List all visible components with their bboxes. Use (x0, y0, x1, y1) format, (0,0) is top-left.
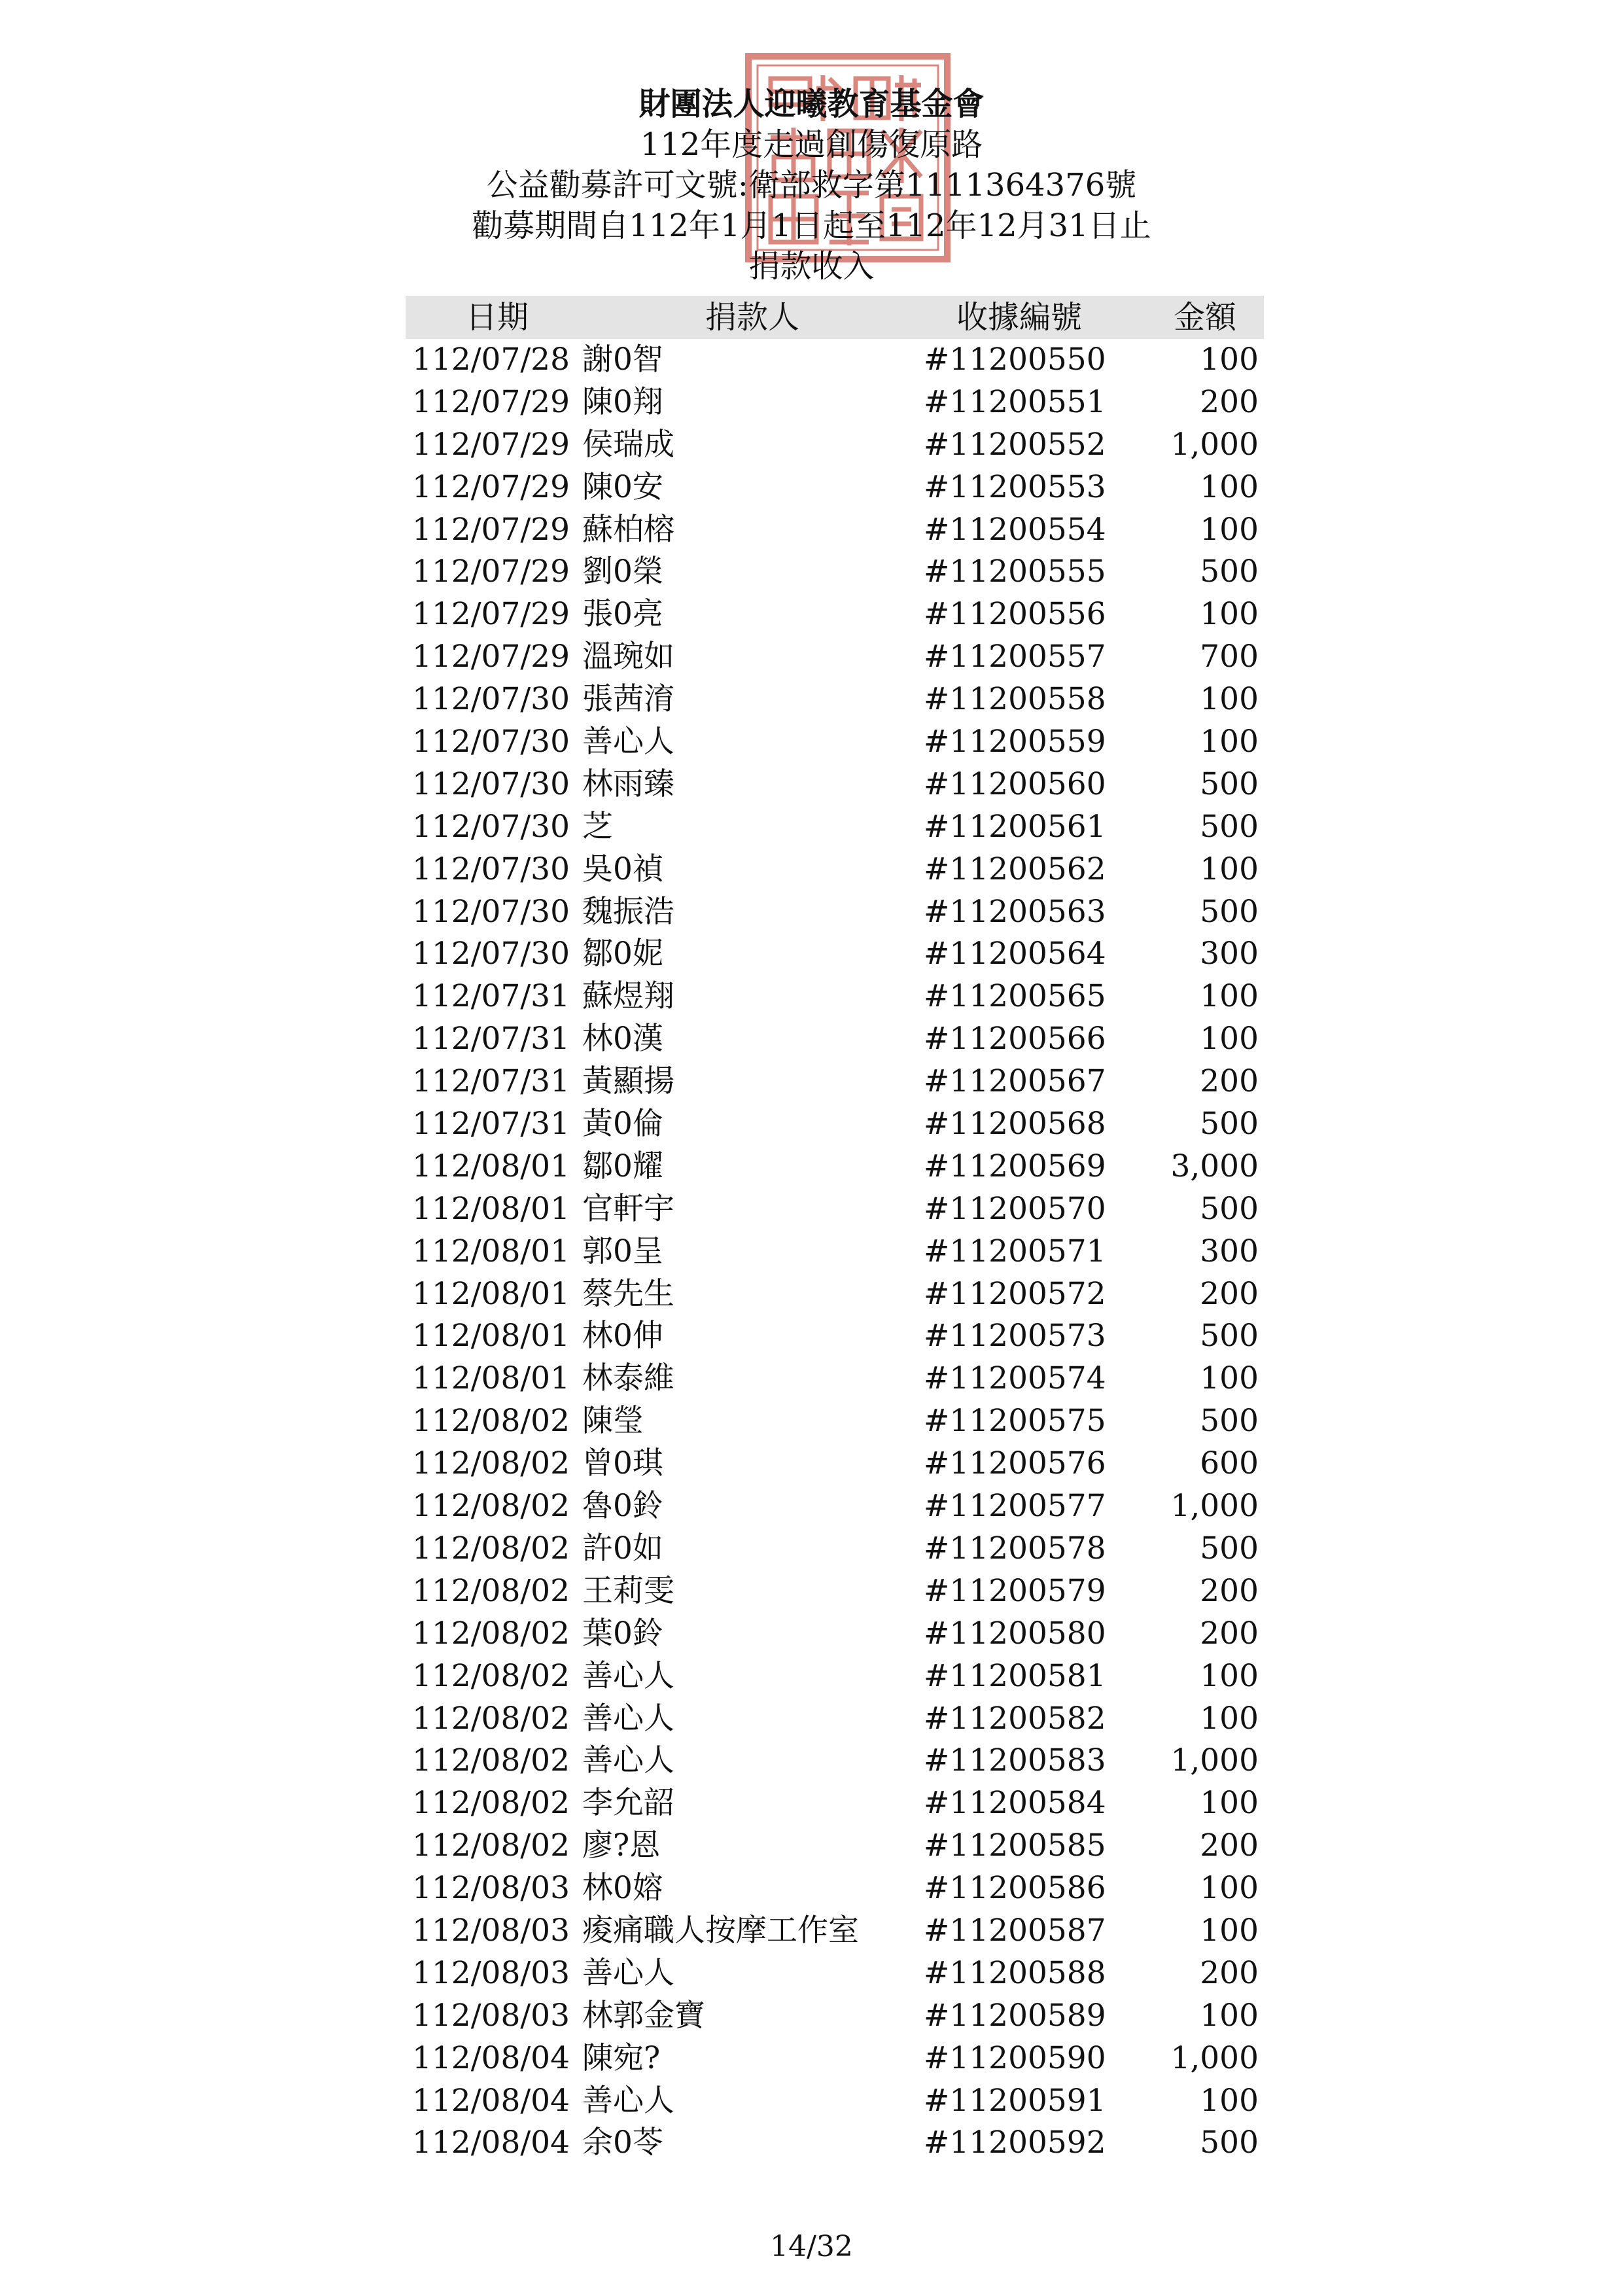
receipt-cell: #11200553 (924, 468, 1106, 505)
amount-cell: 300 (1200, 936, 1259, 972)
date-cell: 112/08/02 (412, 1572, 570, 1609)
amount-cell: 100 (1200, 511, 1259, 548)
amount-cell: 100 (1200, 978, 1259, 1015)
receipt-cell: #11200565 (924, 978, 1106, 1015)
donor-cell: 陳0翔 (582, 383, 663, 420)
table-row (406, 2122, 1264, 2164)
table-row (406, 1273, 1264, 1316)
donor-cell: 蘇煜翔 (582, 978, 674, 1015)
donor-cell: 林雨臻 (582, 766, 674, 802)
receipt-cell: #11200558 (924, 681, 1106, 718)
date-cell: 112/07/29 (412, 426, 570, 463)
donor-cell: 林泰維 (582, 1360, 674, 1397)
date-cell: 112/07/29 (412, 468, 570, 505)
amount-cell: 200 (1200, 1572, 1259, 1609)
donor-cell: 林0嫆 (582, 1870, 663, 1907)
date-cell: 112/08/02 (412, 1828, 570, 1864)
date-cell: 112/08/02 (412, 1657, 570, 1694)
donor-cell: 善心人 (582, 1742, 674, 1779)
donor-cell: 林0伸 (582, 1318, 663, 1354)
table-row (406, 1910, 1264, 1952)
amount-cell: 500 (1200, 554, 1259, 590)
amount-cell: 100 (1200, 1912, 1259, 1949)
receipt-cell: #11200587 (924, 1912, 1106, 1949)
amount-cell: 200 (1200, 383, 1259, 420)
donor-cell: 黃0倫 (582, 1106, 663, 1142)
amount-cell: 500 (1200, 1106, 1259, 1142)
date-cell: 112/08/04 (412, 2082, 570, 2119)
date-cell: 112/08/02 (412, 1403, 570, 1439)
table-row (406, 1018, 1264, 1061)
amount-cell: 600 (1200, 1445, 1259, 1482)
amount-cell: 1,000 (1170, 426, 1259, 463)
date-cell: 112/07/30 (412, 893, 570, 930)
donor-cell: 張0亮 (582, 596, 663, 633)
donor-cell: 黃顯揚 (582, 1063, 674, 1100)
table-row (406, 1613, 1264, 1655)
receipt-cell: #11200590 (924, 2040, 1106, 2076)
donor-cell: 痠痛職人按摩工作室 (582, 1912, 859, 1949)
table-row (406, 1995, 1264, 2038)
fundraising-period: 勸募期間自112年1月1日起至112年12月31日止 (472, 207, 1151, 244)
amount-cell: 500 (1200, 893, 1259, 930)
date-cell: 112/07/30 (412, 808, 570, 845)
donor-cell: 許0如 (582, 1530, 663, 1566)
donor-cell: 鄒0妮 (582, 936, 663, 972)
donor-cell: 劉0榮 (582, 554, 663, 590)
donor-cell: 魯0鈴 (582, 1488, 663, 1525)
table-row (406, 1188, 1264, 1231)
amount-cell: 100 (1200, 681, 1259, 718)
table-row (406, 1740, 1264, 1782)
amount-cell: 500 (1200, 2125, 1259, 2161)
donor-cell: 善心人 (582, 1954, 674, 1991)
receipt-cell: #11200554 (924, 511, 1106, 548)
date-cell: 112/08/02 (412, 1700, 570, 1737)
date-cell: 112/08/01 (412, 1233, 570, 1269)
date-cell: 112/08/03 (412, 1870, 570, 1907)
receipt-cell: #11200574 (924, 1360, 1106, 1397)
table-row (406, 1952, 1264, 1995)
receipt-cell: #11200564 (924, 936, 1106, 972)
receipt-cell: #11200581 (924, 1657, 1106, 1694)
receipt-cell: #11200589 (924, 1997, 1106, 2034)
receipt-cell: #11200562 (924, 851, 1106, 887)
amount-cell: 1,000 (1170, 1742, 1259, 1779)
date-cell: 112/07/30 (412, 851, 570, 887)
receipt-cell: #11200550 (924, 342, 1106, 378)
date-cell: 112/07/30 (412, 681, 570, 718)
table-row (406, 1698, 1264, 1740)
date-cell: 112/08/04 (412, 2040, 570, 2076)
receipt-cell: #11200591 (924, 2082, 1106, 2119)
amount-cell: 100 (1200, 1785, 1259, 1822)
amount-cell: 200 (1200, 1275, 1259, 1312)
amount-cell: 100 (1200, 1997, 1259, 2034)
date-cell: 112/07/31 (412, 1021, 570, 1057)
donor-cell: 王莉雯 (582, 1572, 674, 1609)
amount-cell: 1,000 (1170, 1488, 1259, 1525)
table-row (406, 1825, 1264, 1867)
donor-cell: 鄒0耀 (582, 1148, 663, 1184)
donor-cell: 官軒宇 (582, 1190, 674, 1227)
table-row (406, 1231, 1264, 1273)
table-row (406, 509, 1264, 552)
amount-cell: 100 (1200, 2082, 1259, 2119)
amount-cell: 100 (1200, 724, 1259, 760)
date-cell: 112/08/01 (412, 1275, 570, 1312)
table-row (406, 1867, 1264, 1910)
date-cell: 112/08/01 (412, 1318, 570, 1354)
receipt-cell: #11200567 (924, 1063, 1106, 1100)
date-cell: 112/08/02 (412, 1785, 570, 1822)
amount-cell: 100 (1200, 1870, 1259, 1907)
date-cell: 112/08/02 (412, 1530, 570, 1566)
amount-cell: 100 (1200, 1700, 1259, 1737)
amount-cell: 700 (1200, 639, 1259, 675)
organization-name: 財團法人迎曦教育基金會 (638, 86, 985, 122)
table-row (406, 593, 1264, 636)
receipt-cell: #11200577 (924, 1488, 1106, 1525)
donor-cell: 陳瑩 (582, 1403, 644, 1439)
date-cell: 112/08/02 (412, 1742, 570, 1779)
date-cell: 112/07/29 (412, 554, 570, 590)
date-cell: 112/08/02 (412, 1488, 570, 1525)
table-row (406, 467, 1264, 509)
amount-cell: 200 (1200, 1063, 1259, 1100)
amount-cell: 200 (1200, 1615, 1259, 1651)
receipt-cell: #11200569 (924, 1148, 1106, 1184)
donor-cell: 善心人 (582, 1657, 674, 1694)
donor-cell: 廖?恩 (582, 1828, 661, 1864)
date-cell: 112/08/03 (412, 1912, 570, 1949)
receipt-cell: #11200561 (924, 808, 1106, 845)
table-row (406, 849, 1264, 891)
receipt-cell: #11200585 (924, 1828, 1106, 1864)
table-row (406, 1315, 1264, 1358)
receipt-cell: #11200559 (924, 724, 1106, 760)
receipt-cell: #11200580 (924, 1615, 1106, 1651)
donor-cell: 溫琬如 (582, 639, 674, 675)
table-row (406, 1570, 1264, 1613)
amount-cell: 200 (1200, 1954, 1259, 1991)
column-header-donor: 捐款人 (705, 299, 800, 336)
table-row (406, 891, 1264, 934)
column-header-date: 日期 (466, 299, 529, 336)
table-row (406, 1443, 1264, 1485)
donor-cell: 張茜淯 (582, 681, 674, 718)
date-cell: 112/08/02 (412, 1445, 570, 1482)
amount-cell: 500 (1200, 1318, 1259, 1354)
donor-cell: 蘇柏榕 (582, 511, 674, 548)
receipt-cell: #11200586 (924, 1870, 1106, 1907)
donor-cell: 魏振浩 (582, 893, 674, 930)
table-row (406, 2080, 1264, 2123)
table-row (406, 976, 1264, 1018)
table-row (406, 1358, 1264, 1400)
amount-cell: 500 (1200, 808, 1259, 845)
amount-cell: 100 (1200, 1657, 1259, 1694)
receipt-cell: #11200578 (924, 1530, 1106, 1566)
date-cell: 112/07/29 (412, 596, 570, 633)
date-cell: 112/08/03 (412, 1954, 570, 1991)
amount-cell: 500 (1200, 1403, 1259, 1439)
column-header-amount: 金額 (1173, 299, 1236, 336)
receipt-cell: #11200566 (924, 1021, 1106, 1057)
table-row (406, 636, 1264, 679)
table-header (406, 296, 1264, 339)
table-row (406, 806, 1264, 849)
column-header-receipt: 收據編號 (956, 299, 1083, 336)
table-row (406, 424, 1264, 467)
receipt-cell: #11200556 (924, 596, 1106, 633)
receipt-cell: #11200571 (924, 1233, 1106, 1269)
donor-cell: 善心人 (582, 724, 674, 760)
receipt-cell: #11200551 (924, 383, 1106, 420)
receipt-cell: #11200576 (924, 1445, 1106, 1482)
date-cell: 112/08/02 (412, 1615, 570, 1651)
table-row (406, 1655, 1264, 1698)
table-row (406, 1485, 1264, 1528)
donor-cell: 曾0琪 (582, 1445, 663, 1482)
receipt-cell: #11200592 (924, 2125, 1106, 2161)
date-cell: 112/07/31 (412, 978, 570, 1015)
receipt-cell: #11200568 (924, 1106, 1106, 1142)
date-cell: 112/07/31 (412, 1063, 570, 1100)
donor-cell: 葉0鈴 (582, 1615, 663, 1651)
donor-cell: 郭0呈 (582, 1233, 663, 1269)
amount-cell: 500 (1200, 766, 1259, 802)
donor-cell: 李允韶 (582, 1785, 674, 1822)
table-row (406, 381, 1264, 424)
page-number: 14/32 (770, 2230, 853, 2263)
table-row (406, 1528, 1264, 1570)
amount-cell: 500 (1200, 1190, 1259, 1227)
date-cell: 112/07/30 (412, 724, 570, 760)
donor-cell: 善心人 (582, 2082, 674, 2119)
date-cell: 112/08/03 (412, 1997, 570, 2034)
document-header (0, 84, 1623, 287)
table-row (406, 721, 1264, 764)
receipt-cell: #11200575 (924, 1403, 1106, 1439)
amount-cell: 100 (1200, 468, 1259, 505)
donor-cell: 余0苓 (582, 2125, 663, 2161)
receipt-cell: #11200560 (924, 766, 1106, 802)
donor-cell: 芝 (582, 808, 613, 845)
receipt-cell: #11200584 (924, 1785, 1106, 1822)
donor-cell: 陳0安 (582, 468, 663, 505)
receipt-cell: #11200557 (924, 639, 1106, 675)
donor-cell: 林0漢 (582, 1021, 663, 1057)
table-row (406, 679, 1264, 721)
receipt-cell: #11200563 (924, 893, 1106, 930)
date-cell: 112/07/29 (412, 383, 570, 420)
table-row (406, 1400, 1264, 1443)
amount-cell: 3,000 (1170, 1148, 1259, 1184)
date-cell: 112/07/29 (412, 639, 570, 675)
permit-number: 公益勸募許可文號:衛部救字第1111364376號 (486, 167, 1137, 203)
donor-cell: 侯瑞成 (582, 426, 674, 463)
table-row (406, 2038, 1264, 2080)
amount-cell: 100 (1200, 1360, 1259, 1397)
table-row (406, 764, 1264, 806)
date-cell: 112/07/30 (412, 766, 570, 802)
table-row (406, 551, 1264, 593)
donor-cell: 謝0智 (582, 342, 663, 378)
receipt-cell: #11200555 (924, 554, 1106, 590)
amount-cell: 100 (1200, 596, 1259, 633)
table-row (406, 1782, 1264, 1825)
table-row (406, 339, 1264, 381)
table-body (406, 339, 1264, 2164)
section-title: 捐款收入 (748, 248, 875, 285)
table-row (406, 1146, 1264, 1188)
receipt-cell: #11200570 (924, 1190, 1106, 1227)
date-cell: 112/08/04 (412, 2125, 570, 2161)
amount-cell: 500 (1200, 1530, 1259, 1566)
campaign-title: 112年度走過創傷復原路 (640, 126, 983, 163)
table-row (406, 1103, 1264, 1146)
receipt-cell: #11200573 (924, 1318, 1106, 1354)
donor-cell: 吳0禎 (582, 851, 663, 887)
receipt-cell: #11200582 (924, 1700, 1106, 1737)
receipt-cell: #11200552 (924, 426, 1106, 463)
receipt-cell: #11200588 (924, 1954, 1106, 1991)
date-cell: 112/07/30 (412, 936, 570, 972)
date-cell: 112/07/28 (412, 342, 570, 378)
receipt-cell: #11200579 (924, 1572, 1106, 1609)
receipt-cell: #11200583 (924, 1742, 1106, 1779)
amount-cell: 300 (1200, 1233, 1259, 1269)
receipt-cell: #11200572 (924, 1275, 1106, 1312)
date-cell: 112/08/01 (412, 1190, 570, 1227)
donor-cell: 蔡先生 (582, 1275, 674, 1312)
donor-cell: 善心人 (582, 1700, 674, 1737)
amount-cell: 100 (1200, 851, 1259, 887)
amount-cell: 200 (1200, 1828, 1259, 1864)
amount-cell: 100 (1200, 1021, 1259, 1057)
date-cell: 112/07/31 (412, 1106, 570, 1142)
date-cell: 112/07/29 (412, 511, 570, 548)
donor-cell: 陳宛? (582, 2040, 661, 2076)
amount-cell: 1,000 (1170, 2040, 1259, 2076)
table-row (406, 933, 1264, 976)
date-cell: 112/08/01 (412, 1360, 570, 1397)
donor-cell: 林郭金寶 (582, 1997, 705, 2034)
donation-table (406, 296, 1264, 2164)
amount-cell: 100 (1200, 342, 1259, 378)
date-cell: 112/08/01 (412, 1148, 570, 1184)
table-row (406, 1061, 1264, 1103)
